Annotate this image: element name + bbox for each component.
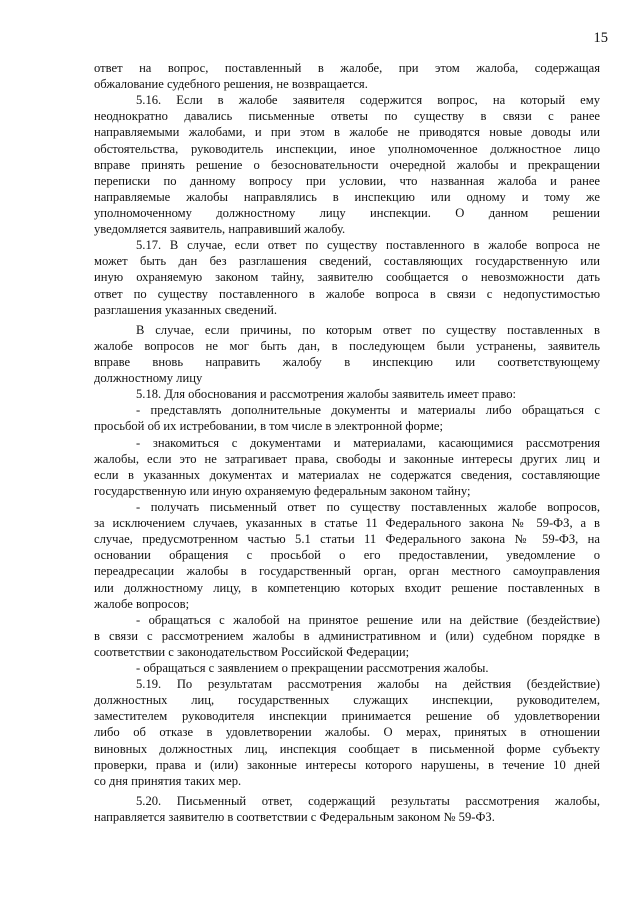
text-line: 5.20. Письменный ответ, содержащий результаты рассмотрения жалобы,: [136, 793, 600, 808]
text-line: или должностному лицу, в компетенцию которых входит решение поставленных в: [94, 580, 600, 595]
text-line: либо об отказе в удовлетворении жалобы. О мерах, принятых в отношении: [94, 725, 600, 740]
text-line: уполномоченному должностному лицу инспекции. О данном решении: [94, 205, 600, 220]
text-line: неоднократно давались письменные ответы по существу в связи с ранее: [94, 109, 600, 124]
text-line: переадресации жалобы в государственный орган, орган местного самоуправления: [94, 564, 600, 579]
list-item-withdraw: [94, 660, 600, 676]
text-line: уведомляется заявитель, направивший жалобу.: [94, 222, 346, 237]
text-line: обжалование судебного решения, не возвращается.: [94, 77, 368, 92]
text-line: должностному лицу: [94, 371, 203, 386]
text-line: со дня принятия таких мер.: [94, 773, 242, 788]
text-line: - знакомиться с документами и материалами, касающимися рассмотрения: [136, 435, 600, 450]
document-body: [94, 60, 600, 825]
text-line: случае, предусмотренном частью 5.1 статьи 11 Федерального закона № 59-ФЗ, на: [94, 532, 600, 547]
text-line: иную охраняемую законом тайну, заявителю сообщается о невозможности дать: [94, 270, 600, 285]
text-line: переписки по данному вопросу при условии, что названная жалоба и ранее: [94, 173, 600, 188]
text-line: может быть дан без разглашения сведений, составляющих государственную или: [94, 254, 600, 269]
list-item-appeal: [94, 612, 600, 660]
text-line: заместителем руководителя инспекции принимается решение об удовлетворении: [94, 709, 600, 724]
list-item-documents: [94, 402, 600, 434]
paragraph-5-20: [94, 793, 600, 825]
paragraph-5-18: [94, 386, 600, 402]
text-line: в связи с рассмотрением жалобы в административном и (или) судебном порядке в: [94, 628, 600, 643]
text-line: - обращаться с жалобой на принятое решение или на действие (бездействие): [136, 612, 600, 627]
text-line: ответ по существу поставленного в жалобе вопроса в связи с недопустимостью: [94, 286, 600, 301]
text-line: виновных должностных лиц, инспекция сообщает в письменной форме субъекту: [94, 741, 600, 756]
text-line: вправе принять решение о безосновательности очередной жалобы и прекращении: [94, 157, 600, 172]
text-line: В случае, если причины, по которым ответ по существу поставленных в: [136, 322, 600, 337]
text-line: вправе вновь направить жалобу в инспекцию или соответствующему: [94, 354, 600, 369]
text-line: за исключением случаев, указанных в статье 11 Федерального закона № 59-ФЗ, а в: [94, 516, 600, 531]
list-item-receive-answer: [94, 499, 600, 612]
text-line: государственную или иную охраняемую федеральным законом тайну;: [94, 483, 471, 498]
text-line: - обращаться с заявлением о прекращении рассмотрения жалобы.: [136, 661, 489, 676]
text-line: 5.17. В случае, если ответ по существу поставленного в жалобе вопроса не: [136, 238, 600, 253]
text-line: жалобе вопросов;: [94, 596, 190, 611]
paragraph-5-17: [94, 237, 600, 318]
text-line: - получать письменный ответ по существу поставленных жалобе вопросов,: [136, 499, 600, 514]
text-line: если в указанных документах и материалах не содержатся сведения, составляющие: [94, 467, 600, 482]
text-line: ответ на вопрос, поставленный в жалобе, при этом жалоба, содержащая: [94, 61, 600, 75]
paragraph-5-17-continued: [94, 322, 600, 386]
list-item-familiarize: [94, 435, 600, 499]
paragraph-5-19: [94, 676, 600, 789]
text-line: просьбой об их истребовании, в том числе в электронной форме;: [94, 419, 444, 434]
text-line: обстоятельства, руководитель инспекции, иное уполномоченное должностное лицо: [94, 141, 600, 156]
text-line: жалобе вопросов не мог быть дан, в последующем были устранены, заявитель: [94, 338, 600, 353]
text-line: направляется заявителю в соответствии с Федеральным законом № 59-ФЗ.: [94, 810, 495, 825]
page-number: 15: [593, 30, 608, 46]
text-line: 5.18. Для обоснования и рассмотрения жалобы заявитель имеет право:: [136, 387, 517, 402]
text-line: - представлять дополнительные документы и материалы либо обращаться с: [136, 403, 600, 418]
text-line: 5.16. Если в жалобе заявителя содержится вопрос, на который ему: [136, 93, 600, 108]
text-line: направляемые жалобы направлялись в инспекцию или одному и тому же: [94, 189, 600, 204]
text-line: разглашения указанных сведений.: [94, 302, 277, 317]
text-line: должностных лиц, государственных служащих инспекции, руководителем,: [94, 693, 600, 708]
text-line: направляемыми жалобами, и при этом в жалобе не приводятся новые доводы или: [94, 125, 600, 140]
paragraph-5-16: [94, 92, 600, 237]
paragraph-continuation: [94, 60, 600, 92]
text-line: соответствии с законодательством Российской Федерации;: [94, 644, 410, 659]
text-line: проверки, права и (или) законные интересы которого нарушены, в течение 10 дней: [94, 757, 600, 772]
text-line: основании обращения с просьбой о его предоставлении, уведомление о: [94, 548, 600, 563]
text-line: жалобы, если это не затрагивает права, свободы и законные интересы других лиц и: [94, 451, 600, 466]
text-line: 5.19. По результатам рассмотрения жалобы на действия (бездействие): [136, 677, 600, 692]
